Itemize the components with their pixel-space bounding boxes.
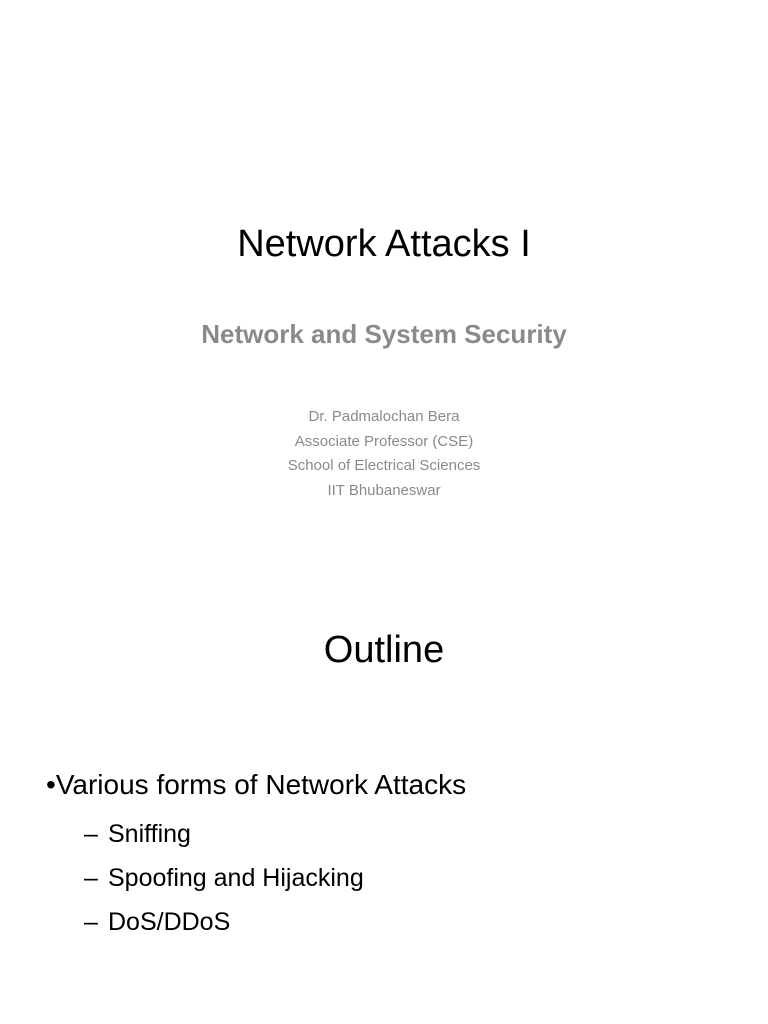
list-item [46,768,746,802]
author-position: Associate Professor (CSE) [294,432,474,450]
author-name: Dr. Padmalochan Bera [308,408,460,425]
dash-marker: – [84,820,98,848]
bullet-marker: • [46,769,56,800]
dash-marker: – [84,864,98,892]
sub-list-item [84,856,746,900]
sub-item-text: Spoofing and Hijacking [108,864,364,892]
sub-list-item [84,812,746,856]
dash-marker: – [84,908,98,936]
sub-list-item [84,900,746,944]
author-institute: IIT Bhubaneswar [327,481,441,499]
author-school: School of Electrical Sciences [287,457,481,474]
bullet-text: Various forms of Network Attacks [55,769,467,800]
outline-slide [0,560,768,1024]
sub-item-text: DoS/DDoS [108,908,231,936]
outline-list [46,768,746,944]
slide-subtitle: Network and System Security [201,319,567,349]
outline-title: Outline [323,629,445,671]
author-info [0,405,768,503]
sub-list [46,812,746,944]
slide-title: Network Attacks I [237,223,531,265]
sub-item-text: Sniffing [108,820,191,848]
